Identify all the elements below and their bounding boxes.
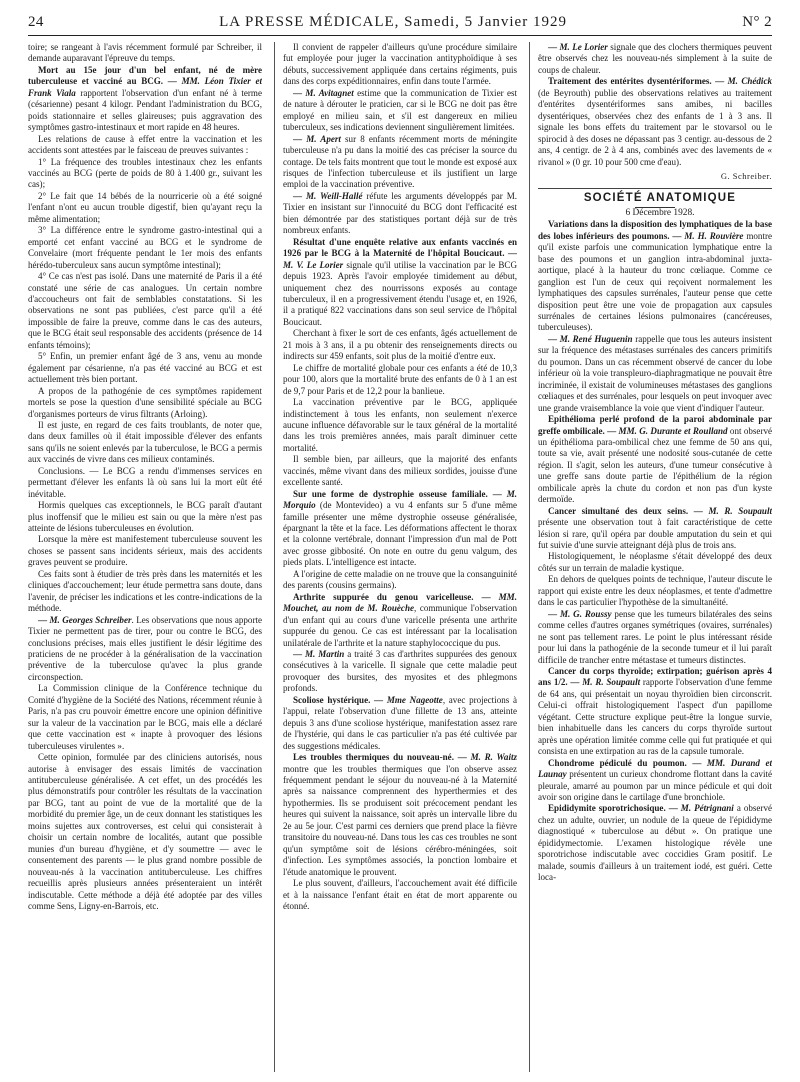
report-heading: Scoliose hystérique. — [293,694,387,705]
report-paragraph [538,76,772,168]
paragraph: Hormis quelques cas exceptionnels, le BCG paraît d'autant plus inoffensif que le milieu est sain ou que la mère n'est pas atteinte de lésions tuberculeuses en évolution. [28,500,262,534]
report-paragraph [538,42,772,76]
report-text: signale qu'il utilise la vaccination par le BCG depuis 1923. Après l'avoir employée timidement au début, uniquement chez des nourrissons exposés au contage tuberculeux, il en a progressivement étendu l'usage et, en 1926, il a pratiqué 822 vaccinations dans son seul service de l'hôpital Boucicaut. [283,259,517,327]
report-heading: — [293,133,307,144]
report-heading: Résultat d'une enquête relative aux enfants vaccinés en 1926 par le BCG à la Maternité de l'hôpital Boucicaut. — [283,236,517,259]
report-paragraph [538,666,772,758]
text-columns [28,36,772,1072]
paragraph: Cette opinion, formulée par des cliniciens autorisés, nous autorise à envisager des essais limités de vaccination antituberculeuse généralisée. A cet effet, un des procédés les plus démonstratifs pour contrôler les résultats de la vaccination par BCG, tant au point de vue de la mortalité que de la morbidité du premier âge, un de ceux donnant les statistiques les moins sujettes aux controverses, est celui qui consisterait à choisir un certain nombre de localités, autant que possible munies d'un bureau d'hygiène, et d'y soumettre — avec le consentement des parents — le plus grand nombre possible de nouveau-nés à la vaccination antituberculeuse. Les chiffres recueillis après plusieurs années présenteraient un intérêt indiscutable. Cette méthode a déjà été adoptée par des villes comme Sens, Ligny-en-Barrois, etc. [28,752,262,911]
author-names: M. Chédick [727,76,772,87]
report-paragraph [28,65,262,134]
paragraph: Le plus souvent, d'ailleurs, l'accouchement avait été difficile et à la naissance l'enfant était en état de mort apparente ou étonné. [283,878,517,911]
author-names: M. G. Roussy [559,608,612,619]
running-head [28,14,772,36]
report-paragraph [538,609,772,666]
report-paragraph [283,88,517,134]
author-names: M. Martin [304,649,345,660]
author-names: M. V. Le Lorier [283,259,344,270]
report-paragraph [283,489,517,569]
paragraph: A l'origine de cette maladie on ne trouve que la consanguinité des parents (cousins germains). [283,568,517,591]
report-paragraph [538,219,772,334]
paragraph: Cherchant à fixer le sort de ces enfants, âgés actuellement de 21 mois à 3 ans, il a pu obtenir des renseignements directs ou indirects sur 459 enfants, soit plus de la moitié d'entre eux. [283,328,517,362]
report-paragraph [538,803,772,883]
report-heading: Variations dans la disposition des lymphatiques de la base des lobes inférieurs des poumons. — [538,219,772,241]
report-heading: — [293,190,306,201]
author-names: M. H. Rouvière [684,230,744,241]
author-names: Mme Nageotte [386,694,443,705]
report-text: présente une observation tout à fait caractéristique de cette lésion si rare, qu'il opéra par double amputation du sein et qui fut suivie d'une survie atteignant déjà plus de trois ans. [538,517,772,551]
report-paragraph [538,506,772,552]
report-heading: Epididymite sporotrichosique. — [548,803,681,814]
paragraph: 4° Ce cas n'est pas isolé. Dans une maternité de Paris il a été constaté une série de cas analogues. Un certain nombre d'accoucheurs ont fait de semblables constatations. Si les observations ne sont pas publiées, c'est parce qu'il a été impossible de faire la preuve, comme dans le cas des auteurs, que le BCG était seul responsable des accidents (présence de 14 enfants témoins); [28,271,262,350]
author-names: M. R. Soupault [708,505,772,516]
report-heading: Mort au 15e jour d'un bel enfant, né de mère tuberculeuse et vacciné au BCG. — [28,64,262,87]
report-paragraph [283,134,517,191]
paragraph: La vaccination préventive par le BCG, appliquée indistinctement à tous les enfants, non seulement n'exerce aucune influence défavorable sur le taux général de la mortalité dans les trois premières années, mais paraît diminuer cette mortalité. [283,397,517,453]
author-names: MM. G. Durante et Roulland [618,425,728,436]
paragraph: Conclusions. — Le BCG a rendu d'immenses services en permettant d'élever les enfants là où sans lui la mort eût été inévitable. [28,465,262,499]
paragraph: Il est juste, en regard de ces faits troublants, de noter que, dans deux familles où il était impossible d'élever des enfants sans qu'ils ne soient enlevés par la tuberculose, le BCG a permis aux vaccinés de vivre dans ces milieux contaminés. [28,419,262,465]
author-names: MM. Mouchet, au nom de M. Rouèche [283,591,517,614]
report-paragraph [283,592,517,649]
report-heading: — [548,608,560,619]
report-text: rapportent l'observation d'un enfant né à terme (césarienne) pesant 4 kilogr. Pendant l'administration du BCG, poids stationnaire et selles glaireuses; puis aggravation des symptômes gastro-intestinaux et mort rapide en 48 heures. [28,87,262,133]
paragraph: 2° Le fait que 14 bébés de la nourricerie où a été soigné l'enfant n'ont eu aucun trouble digestif, bien qu'ayant reçu la même alimentation; [28,190,262,224]
report-heading: — [293,649,305,660]
paragraph: 3° La différence entre le syndrome gastro-intestinal qui a emporté cet enfant vacciné au BCG et le syndrome de Convelaire (mort fréquente pendant le 1er mois des enfants hérédo-tuberculeux sans aucun symptôme intestinal); [28,225,262,270]
pediatrics-report-end [538,42,772,182]
report-heading: Cancer simultané des deux seins. — [548,505,709,516]
column-middle [274,42,517,1072]
author-names: M. Weill-Hallé [305,190,363,201]
report-heading: — [548,42,560,52]
paragraph: Ces faits sont à étudier de très près dans les maternités et les cliniques d'accouchement; leur étude permettra sans doute, dans l'avenir, de préciser les indications et les contre-indications de la méthode. [28,568,262,614]
report-text: rappelle que tous les auteurs insistent sur la fréquence des métastases surrénales des cancers primitifs du poumon. Dans un cas récemment observé de cancer du lobe inférieur où la voie transpleuro-diaphragmatique ne pouvait être incriminée, il existait de volumineuses métastases des ganglions cœliaques et des surrénales, pour lesquels on peut invoquer avec une grande vraisemblance la voie que vient d'indiquer l'auteur. [538,333,772,413]
author-signature: G. Schreiber. [720,170,772,181]
report-heading: Traitement des entérites dysentériformes. — [548,76,728,87]
paragraph: En dehors de quelques points de technique, l'auteur discute le rapport qui existe entre les deux néoplasmes, et tente d'admettre dans le cas particulier l'hypothèse de la simultanéité. [538,574,772,608]
paragraph: La Commission clinique de la Conférence technique du Comité d'hygiène de la Société des Nations, récemment réunie à Paris, n'a pas cru pouvoir émettre encore une opinion définitive sur la valeur de la vaccination par le BCG, mais elle a déclaré que cette vaccination est « inapte à provoquer des lésions tuberculeuses virulentes ». [28,683,262,751]
paragraph: Histologiquement, le néoplasme s'était développé des deux côtés sur un terrain de maladie kystique. [538,551,772,573]
report-text: a traité 3 cas d'arthrites suppurées des genoux consécutives à la varicelle. Il signale que cette maladie peut provoquer des bursites, des myosites et des phlegmons profonds. [283,649,517,694]
author-names: M. René Huguenin [559,333,633,344]
author-names: M. Morquio [283,488,517,511]
report-heading: Arthrite suppurée du genou varicelleuse. — [293,591,499,602]
report-heading: Epithélioma perlé profond de la paroi abdominale par greffe ombilicale. — [538,414,772,436]
report-text: réfute les arguments développés par M. Tixier en insistant sur l'innocuité du BCG dont l'efficacité est bien démontrée par des statistiques portant déjà sur de très nombreux enfants. [283,190,517,236]
report-text: a observé chez un adulte, ouvrier, un nodule de la queue de l'épididyme diagnostiqué « tuberculose au début ». On pratique une épididymectomie. L'examen histologique révèle une sporotrichose indiscutable avec coccidies Gram positif. Le malade, soumis d'ailleurs à un traitement iodé, est guéri. Cette loca- [538,803,772,883]
report-heading: Les troubles thermiques du nouveau-né. — [293,752,471,763]
report-text: (de Montevideo) a vu 4 enfants sur 5 d'une même famille présenter une même dystrophie osseuse généralisée, épargnant la tête et la face. Les déformations affectent le thorax et la colonne vertébrale, donnant l'impression d'un mal de Pott avec grosse gibbosité. On note en outre du genu valgum, des pieds plats. L'intelligence est intacte. [283,500,517,568]
report-text: pense que les tumeurs bilatérales des seins comme celles d'autres organes symétriques (ovaires, surrénales) ne sont pas tellement rares. Le point le plus intéressant réside pour lui dans la pathogénie de la seconde tumeur et il lui paraît difficile de trancher entre métastase et tumeurs distinctes. [538,608,772,665]
author-names: M. Le Lorier [559,42,608,52]
section-title: SOCIÉTÉ ANATOMIQUE [583,192,737,205]
report-heading: — [293,87,306,98]
report-text: présentent un curieux chondrome flottant dans la cavité pleurale, amarré au poumon par un mince pédicule et qui doit avoir son origine dans le cartilage d'une bronchiole. [538,769,772,802]
anatomical-society-reports [538,219,772,883]
report-heading: — [548,333,560,344]
report-paragraph [283,695,517,752]
paragraph: Le chiffre de mortalité globale pour ces enfants a été de 10,3 pour 100, alors que la mortalité brute des enfants de 0 à 1 an est de 9,7 pour Paris et de 12,2 pour la banlieue. [283,362,517,396]
report-paragraph [538,758,772,804]
page-number: 24 [28,14,44,30]
report-paragraph [283,752,517,878]
author-names: M. Avitagnet [305,87,354,98]
report-text: . Les observations que nous apporte Tixier ne permettent pas de tirer, pour ou contre le BCG, des conclusions précises, mais elles justifient le désir légitime des praticiens de ne procéder à la généralisation de la vaccination préventive de la tuberculose qu'avec la plus grande circonspection. [28,614,262,682]
paragraph: toire; se rangeant à l'avis récemment formulé par Schreiber, il demande auparavant l'épreuve du temps. [28,42,262,64]
report-paragraph [283,191,517,237]
author-names: M. Georges Schreiber [49,614,132,625]
paragraph: Il semble bien, par ailleurs, que la majorité des enfants vaccinés, même vivant dans des milieux sordides, jouisse d'une excellente santé. [283,454,517,488]
report-text: sur 8 enfants récemment morts de méningite tuberculeuse n'a pu dans la moitié des cas préciser la source du contage. De tels faits montrent que tout le monde est exposé aux risques de l'infection tuberculeuse et ils justifient un large emploi de la vaccination préventive. [283,133,517,190]
report-heading: Sur une forme de dystrophie osseuse familiale. — [293,488,507,499]
report-text: montre que les troubles thermiques que l'on observe assez fréquemment pendant le séjour du nouveau-né à la Maternité après sa naissance comprennent des hyperthermies et des hypothermies. Ils se produisent soit précocement pendant les heures qui suivent la naissance, soit après un intervalle libre du 2e au 5e jour. C'est parmi ces derniers que prend place la fièvre transitoire du nouveau-né. Dans tous les cas ces troubles ne sont qu'un symptôme soit de lésions cérébro-méningées, soit d'infection. Les symptômes associés, la ponction lombaire et l'étude anatomique le prouvent. [283,763,517,877]
paragraph: Lorsque la mère est manifestement tuberculeuse souvent les choses se passent sans incidents sérieux, mais des accidents graves peuvent se produire. [28,534,262,568]
issue-number: N° 2 [742,14,772,30]
paragraph: Il convient de rappeler d'ailleurs qu'une procédure similaire fut employée pour juger la vaccination antityphoïdique à ses débuts, successivement appliquée dans certains régiments, puis dans des corps expéditionnaires, enfin dans toute l'armée. [283,42,517,87]
report-text: (de Beyrouth) publie des observations relatives au traitement d'entérites dysentériformes sans amibes, ni bacilles dysentériques, observées chez des enfants de 1 à 3 ans. Il signale les bons effets du traitement par le stovarsol ou le spirocid à des doses ne dépassant pas 3 centigr. au-dessous de 2 ans, 4 centigr. de 2 à 4 ans, combinés avec des lavements de « rivanol » (0 gr. 10 pour 500 cme d'eau). [538,87,772,167]
author-names: M. Pétrignani [680,803,734,814]
section-date: 6 Décembre 1928. [625,207,695,218]
report-paragraph [538,414,772,506]
report-heading: Chondrome pédiculé du poumon. — [548,757,707,768]
report-text: , avec projections à l'appui, relate l'observation d'une fillette de 13 ans, atteinte depuis 3 ans d'une scoliose hystérique, manifestation assez rare de l'hystérie, qui dans le cas particulier n'a pas été cultivée par des suggestions médicales. [283,694,517,751]
report-text: rapporte l'observation d'une femme de 64 ans, qui présentait un noyau thyroïdien bien circonscrit. Celui-ci offrait histologiquement l'aspect d'un papillome végétant. Cette structure explique peut-être la longue survie, bien inhabituelle dans les cancers du corps thyroïde surtout après une opération limitée comme celle qui fut pratiquée et qui consista en une extirpation au ras de la capsule tumorale. [538,677,772,757]
report-text: ont observé un épithélioma para-ombilical chez une femme de 50 ans qui, toute sa vie, avait présenté une nodosité sous-cutanée de cette région. Il s'agit, selon les auteurs, d'une tumeur consécutive à une greffe sans doute partie de l'épithélium de la région ombilicale après la chute du cordon et non pas d'un kyste dermoïde. [538,425,772,505]
report-text: , communique l'observation d'un enfant qui au cours d'une varicelle présenta une arthrite suppurée du genou. Ce cas est intéressant par la localisation unilatérale de l'arthrite et la nature staphylococcique du pus. [283,603,517,648]
author-names: MM. Léon Tixier et Frank Viala [28,76,262,98]
report-heading: Cancer du corps thyroïde; extirpation; guérison après 4 ans 1/2. — [538,666,772,688]
section-divider [538,188,772,189]
paragraph: 5° Enfin, un premier enfant âgé de 3 ans, venu au monde également par césarienne, n'a pas été vacciné au BCG et est actuellement très bien portant. [28,351,262,385]
report-paragraph [283,237,517,329]
report-paragraph [538,334,772,414]
author-names: M. R. Soupault [582,677,641,688]
paragraph: Les relations de cause à effet entre la vaccination et les accidents sont attestées par le faisceau de preuves suivantes : [28,133,262,156]
report-text: montre qu'il existe parfois une communication lymphatique entre la base des poumons et un ganglion intra-abdominal juxta-aortique, placé à la hauteur du tronc cœliaque. Comme ce ganglion est l'un de ceux qui reçoivent normalement les lymphatiques des capsules surrénales, l'auteur pense que cette disposition peut être une voie de propagation aux capsules surrénales de certaines lésions pulmonaires (cancéreuses, tuberculeuses). [538,230,772,333]
column-left [28,42,262,1072]
author-names: M. R. Waitz [470,752,517,763]
column-right [529,42,772,1072]
paragraph: A propos de la pathogénie de ces symptômes rapidement mortels se pose la question d'une sensibilité spéciale au BCG d'organismes porteurs de virus filtrants (Arloing). [28,385,262,419]
author-names: MM. Durand et Launay [538,757,772,780]
report-heading: — [38,614,50,625]
author-names: M. Apert [306,133,341,144]
report-text: estime que la communication de Tixier est de nature à dérouter le praticien, car si le BCG ne doit pas être employé en milieu sain, et s'il est dangereux en milieu tuberculeux, ses indications deviennent singulièrement limitées. [283,87,517,133]
journal-title: LA PRESSE MÉDICALE, Samedi, 5 Janvier 1929 [219,14,567,30]
report-paragraph [283,649,517,695]
paragraph: 1° La fréquence des troubles intestinaux chez les enfants vaccinés au BCG (perte de poids de 80 à 1.400 gr., suivant les cas); [28,156,262,190]
report-paragraph [28,615,262,684]
report-text: signale que des clochers thermiques peuvent être observés chez les nouveau-nés simplement à la suite de coups de chaleur. [538,42,772,75]
